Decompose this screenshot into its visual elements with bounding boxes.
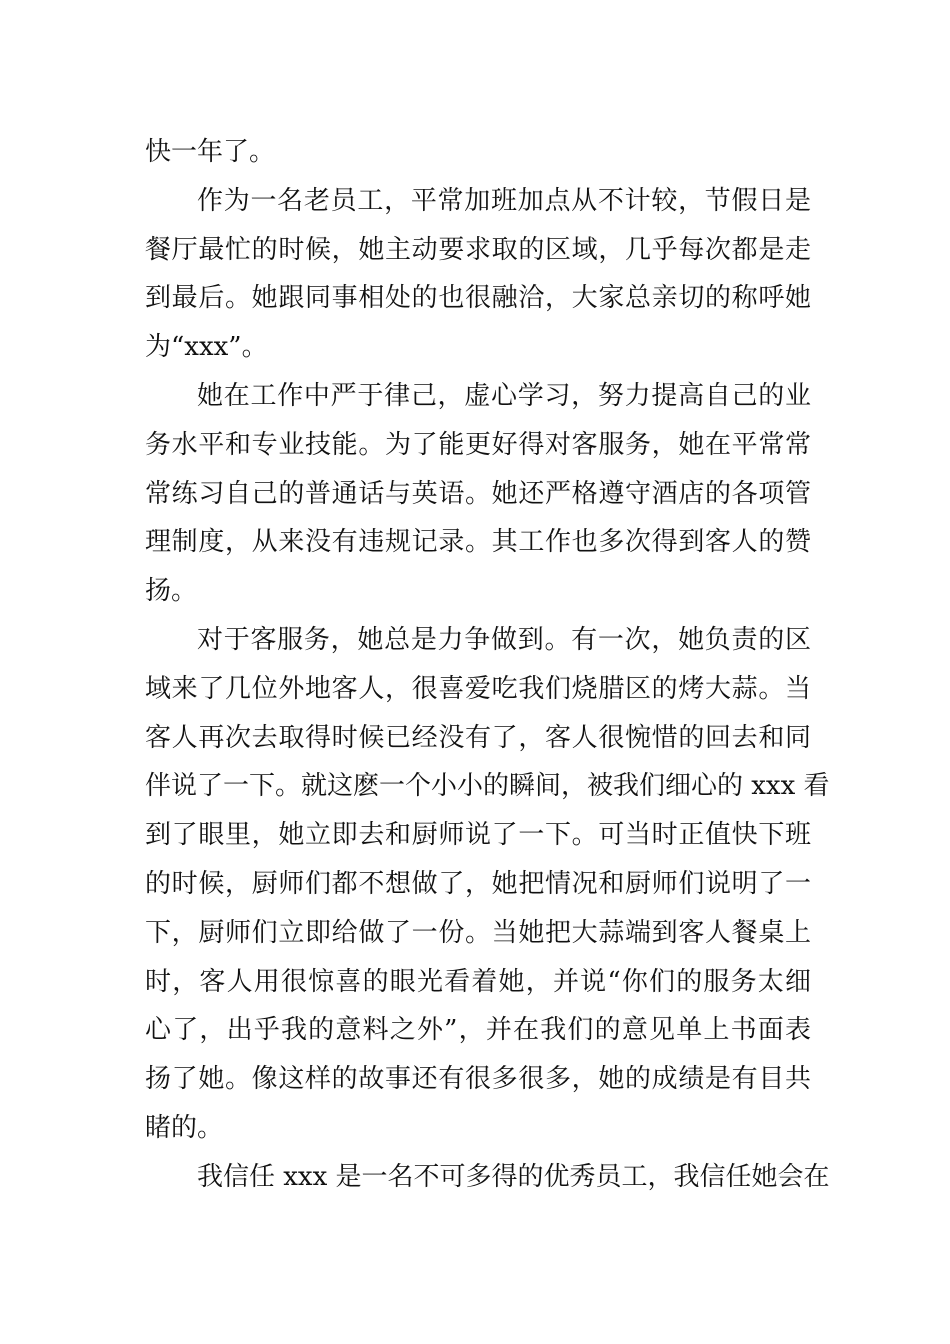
- text-line: 伴说了一下。就这麽一个小小的瞬间，被我们细心的 xxx 看: [145, 771, 830, 802]
- text-line: 为“xxx”。: [145, 332, 268, 363]
- text-line: 她在工作中严于律己，虚心学习，努力提高自己的业: [197, 380, 811, 411]
- text-line: 睹的。: [145, 1112, 224, 1143]
- paragraph-3: [145, 372, 811, 616]
- text-line: 常练习自己的普通话与英语。她还严格遵守酒店的各项管: [145, 478, 811, 509]
- paragraph-1: [145, 128, 811, 177]
- text-line: 扬了她。像这样的故事还有很多很多，她的成绩是有目共: [145, 1064, 811, 1095]
- text-line: 下，厨师们立即给做了一份。当她把大蒜端到客人餐桌上: [145, 917, 811, 948]
- text-line: 理制度，从来没有违规记录。其工作也多次得到客人的赞: [145, 527, 811, 558]
- text-line: 扬。: [145, 576, 198, 607]
- text-line: 我信任 xxx 是一名不可多得的优秀员工，我信任她会在: [197, 1161, 830, 1192]
- text-line: 客人再次去取得时候已经没有了，客人很惋惜的回去和同: [145, 722, 811, 753]
- text-line: 域来了几位外地客人，很喜爱吃我们烧腊区的烤大蒜。当: [145, 673, 811, 704]
- text-line: 餐厅最忙的时候，她主动要求取的区域，几乎每次都是走: [145, 234, 811, 265]
- paragraph-2: [145, 177, 811, 372]
- text-line: 的时候，厨师们都不想做了，她把情况和厨师们说明了一: [145, 868, 811, 899]
- text-line: 对于客服务，她总是力争做到。有一次，她负责的区: [197, 624, 811, 655]
- paragraph-4: [145, 616, 830, 1153]
- text-line: 务水平和专业技能。为了能更好得对客服务，她在平常常: [145, 429, 811, 460]
- paragraph-5: [145, 1153, 830, 1202]
- text-line: 到了眼里，她立即去和厨师说了一下。可当时正值快下班: [145, 820, 811, 851]
- document-body: [145, 128, 830, 1202]
- text-line: 作为一名老员工，平常加班加点从不计较，节假日是: [197, 185, 811, 216]
- text-line: 快一年了。: [145, 137, 276, 167]
- text-line: 时，客人用很惊喜的眼光看着她，并说“你们的服务太细: [145, 966, 811, 997]
- text-line: 心了，出乎我的意料之外”，并在我们的意见单上书面表: [145, 1015, 811, 1046]
- text-line: 到最后。她跟同事相处的也很融洽，大家总亲切的称呼她: [145, 283, 811, 314]
